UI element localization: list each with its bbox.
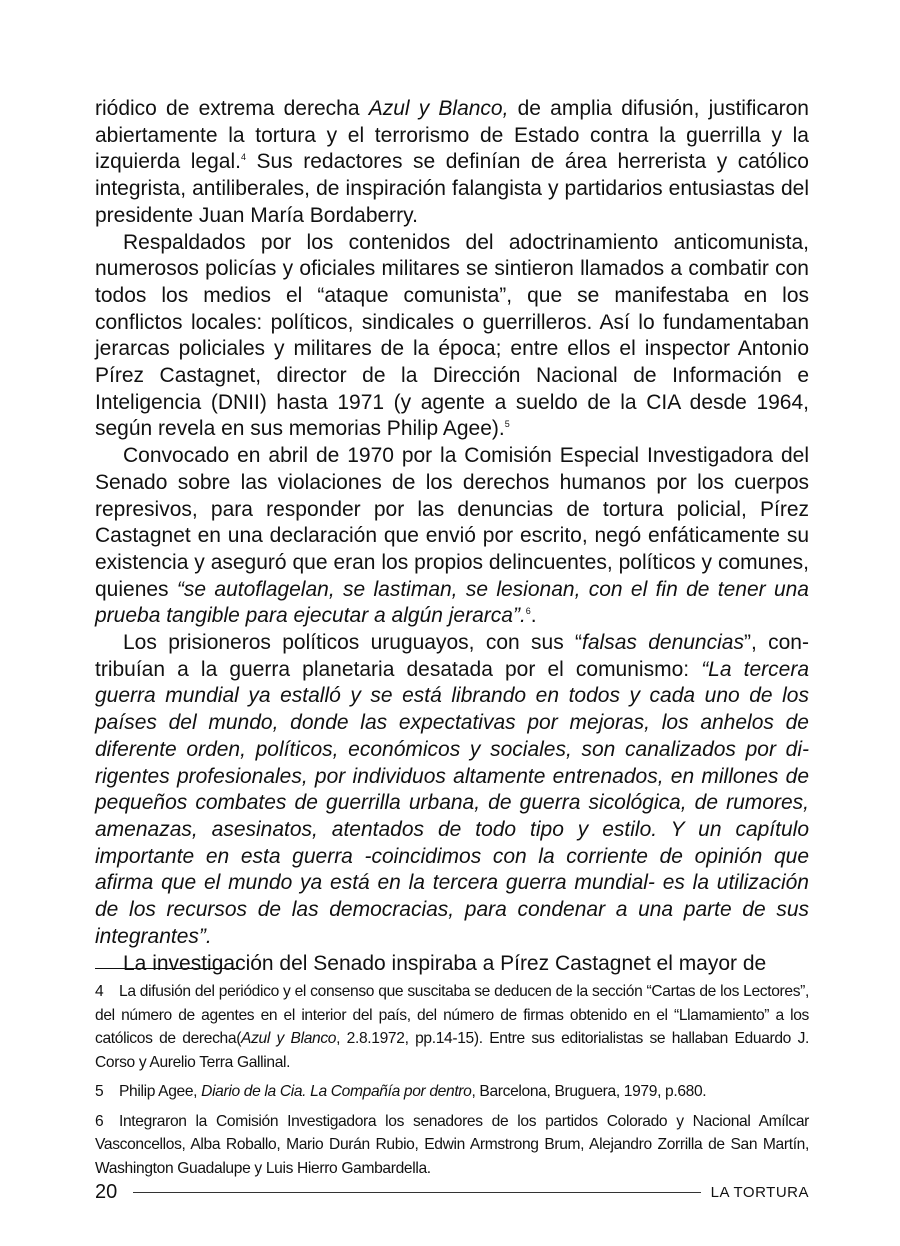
footnote-ref-5[interactable]: 5	[504, 419, 510, 430]
paragraph-1: riódico de extrema derecha Azul y Blanco, de amplia difusión, justificaron abiertamente la tortura y el terrorismo de Estado contra la guerrilla y la izquierda legal.$^4$ Sus redactores se definían de área herrerista y católico integrista, antiliberales, de inspiración falangista y partidarios entusiastas del presidente Juan María Bordaberry.	[95, 97, 809, 227]
italic-quote: “se autoflagelan, se lastiman, se lesionan, con el fin de tener una prueba tangible para ejecutar a algún jerarca”.	[95, 577, 809, 628]
footer-rule	[133, 1192, 701, 1193]
footnote-ref-4[interactable]: 4	[240, 152, 246, 163]
paragraph-4: Los prisioneros políticos uruguayos, con sus “falsas denuncias”, contribuían a la guerra planetaria desatada por el comunismo: “La tercera guerra mundial ya estalló y se está librando en todos y cada uno de los países del mundo, donde las expectativas por mejoras, los anhelos de diferente orden, políticos, económicos y sociales, son canalizados por dirigentes profesionales, por individuos altamente entrenados, en millones de pequeños combates de guerrilla urbana, de guerra sicológica, de rumores, amenazas, asesinatos, atentados de todo tipo y estilo. Y un capítulo importante en esta guerra -coincidimos con la corriente de opinión que afirma que el mundo ya está en la tercera guerra mundial- es la utilización de los recursos de las democracias, para condenar a una parte de sus integrantes”.	[95, 631, 809, 948]
page-number: 20	[95, 1180, 118, 1203]
footnote-number: 6	[95, 1112, 104, 1130]
italic-title: Azul y Blanco,	[368, 97, 509, 120]
page-footer	[95, 1180, 809, 1204]
paragraph-5: La investigación del Senado inspiraba a Pírez Castagnet el mayor de	[123, 951, 767, 975]
footnote-divider	[95, 968, 238, 969]
italic-quote: “La tercera guerra mundial ya estalló y se está librando en todos y cada uno de los países del mundo, donde las expectativas por mejoras, los anhelos de diferente orden, políticos, económicos y sociales, son canalizados por dirigentes profesionales, por individuos altamente entrenados, en millones de pequeños combates de guerrilla urbana, de guerra sicológica, de rumores, amenazas, asesinatos, atentados de todo tipo y estilo. Y un capítulo importante en esta guerra -coincidimos con la corriente de opinión que afirma que el mundo ya está en la tercera guerra mundial- es la utilización de los recursos de las democracias, para condenar a una parte de sus integrantes”.	[95, 657, 809, 948]
body-text	[95, 96, 809, 977]
footnotes	[95, 980, 809, 1186]
footnote-number: 5	[95, 1083, 104, 1100]
paragraph-3: Convocado en abril de 1970 por la Comisión Especial Investigadora del Senado sobre las violaciones de los derechos humanos por los cuerpos represivos, para responder por las denuncias de tortura policial, Pírez Castagnet en una declaración que envió por escrito, negó enfáticamente su existencia y aseguró que eran los propios delincuentes, políticos y comunes, quienes “se autoflagelan, se lastiman, se lesionan, con el fin de tener una prueba tangible para ejecutar a algún jerarca”.$^6$.	[95, 444, 809, 628]
footnote-4: 4 La difusión del periódico y el consenso que suscitaba se deducen de la sección “Cartas de los Lectores”, del número de agentes en el interior del país, del número de firmas obtenido en el “Llamamiento” a los católicos de derecha(Azul y Blanco, 2.8.1972, pp.14-15). Entre sus editorialistas se hallaban Eduardo J. Corso y Aurelio Terra Gallinal.	[95, 980, 809, 1074]
paragraph-2: Respaldados por los contenidos del adoctrinamiento anticomunista, numerosos policías y oficiales militares se sintieron llamados a combatir con todos los medios el “ataque comunista”, que se manifestaba en los conflictos locales: políticos, sindicales o guerrilleros. Así lo fundamentaban jerarcas policiales y militares de la época; entre ellos el inspector Antonio Pírez Castagnet, director de la Dirección Nacional de Información e Inteligencia (DNII) hasta 1971 (y agente a sueldo de la CIA desde 1964, según revela en sus memorias Philip Agee).$^5$	[95, 230, 809, 441]
footnote-6: 6 Integraron la Comisión Investigadora los senadores de los partidos Colorado y Nacional Amílcar Vasconcellos, Alba Roballo, Mario Durán Rubio, Edwin Armstrong Brum, Alejandro Zorrilla de San Martín, Washington Guadalupe y Luis Hierro Gambardella.	[95, 1110, 809, 1181]
footnote-number: 4	[95, 983, 104, 1000]
footnote-5: 5 Philip Agee, Diario de la Cia. La Compañía por dentro, Barcelona, Bruguera, 1979, p.680.	[95, 1080, 809, 1104]
running-title: LA TORTURA	[710, 1183, 809, 1201]
italic-phrase: falsas denuncias	[582, 631, 744, 655]
footnote-ref-6[interactable]: 6	[525, 606, 531, 617]
